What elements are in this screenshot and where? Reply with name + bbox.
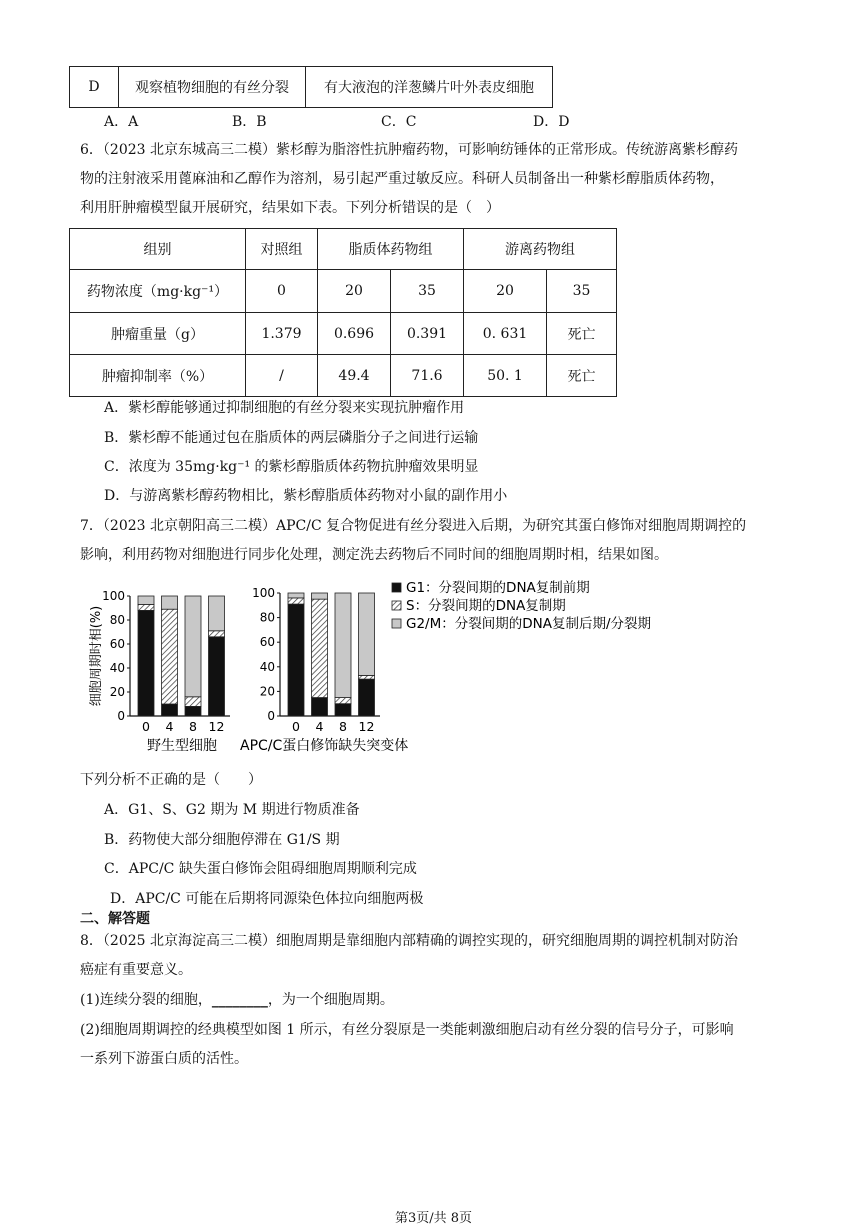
q6-cell: 肿瘤抑制率（%） (70, 355, 246, 397)
q6-cell: 死亡 (547, 313, 617, 355)
q6-option: B．紫杉醇不能通过包在脂质体的两层磷脂分子之间进行运输 (104, 430, 479, 446)
bar-segment (312, 698, 328, 716)
q6-cell: 50. 1 (464, 355, 547, 397)
bar-segment (185, 697, 201, 707)
q5-option: D．D (533, 114, 570, 130)
q8-part2-line: (2)细胞周期调控的经典模型如图 1 所示，有丝分裂原是一类能刺激细胞启动有丝分裂的信号分子，可影响 (80, 1022, 734, 1038)
y-axis-label: 细胞周期时相(%) (89, 605, 104, 707)
q6-cell: 49.4 (318, 355, 391, 397)
x-tick-label: 4 (165, 719, 174, 734)
y-tick-label: 0 (117, 709, 125, 723)
bar-segment (162, 704, 178, 716)
q6-cell: 20 (318, 270, 391, 313)
legend-label: S：分裂间期的DNA复制期 (406, 598, 566, 614)
x-tick-label: 12 (208, 719, 225, 734)
y-tick-label: 100 (102, 589, 125, 603)
q5-cell: D (70, 67, 119, 108)
legend-swatch (392, 583, 401, 592)
bar-segment (185, 596, 201, 697)
panel-title: APC/C蛋白修饰缺失突变体 (240, 738, 409, 754)
bar-segment (162, 596, 178, 609)
q6-cell: 药物浓度（mg·kg⁻¹） (70, 270, 246, 313)
q8-part1-post: ，为一个细胞周期。 (267, 992, 394, 1008)
y-tick-label: 0 (267, 709, 275, 723)
legend-swatch (392, 619, 401, 628)
y-tick-label: 80 (109, 613, 125, 627)
q8-answer-blank[interactable]: ________ (211, 992, 268, 1008)
bar-segment (359, 593, 375, 675)
q7-stem-line: 影响，利用药物对细胞进行同步化处理，测定洗去药物后不同时间的细胞周期时相，结果如图。 (80, 547, 668, 563)
bar-segment (138, 610, 154, 716)
bar-segment (335, 704, 351, 716)
legend-label: G2/M：分裂间期的DNA复制后期/分裂期 (406, 616, 652, 632)
q6-table (69, 228, 617, 397)
y-tick-label: 40 (109, 661, 125, 675)
q8-part2-line: 一系列下游蛋白质的活性。 (80, 1051, 248, 1067)
bar-segment (209, 631, 225, 637)
q6-cell: 死亡 (547, 355, 617, 397)
q6-option: C．浓度为 35mg·kg⁻¹ 的紫杉醇脂质体药物抗肿瘤效果明显 (104, 459, 479, 475)
y-tick-label: 80 (259, 610, 275, 625)
bar-segment (312, 599, 328, 697)
q6-header-cell: 游离药物组 (464, 229, 617, 270)
q6-cell: 0 (246, 270, 318, 313)
q6-stem-line: 物的注射液采用蓖麻油和乙醇作为溶剂，易引起严重过敏反应。科研人员制备出一种紫杉醇脂质体药物， (80, 171, 724, 187)
y-tick-label: 20 (259, 684, 275, 699)
bar-segment (185, 706, 201, 716)
q5-option: C．C (381, 114, 417, 130)
q8-part1-pre: (1)连续分裂的细胞， (80, 992, 212, 1008)
q7-question: 下列分析不正确的是（ ） (80, 772, 262, 788)
panel-title: 野生型细胞 (147, 738, 217, 754)
q6-cell: 肿瘤重量（g） (70, 313, 246, 355)
x-tick-label: 8 (339, 719, 347, 734)
cell-cycle-chart (80, 578, 780, 758)
q6-stem-line: 利用肝肿瘤模型鼠开展研究，结果如下表。下列分析错误的是（ ） (80, 200, 500, 216)
y-tick-label: 40 (259, 659, 275, 674)
bar-segment (359, 675, 375, 679)
bar-segment (288, 598, 304, 604)
q6-cell: 0.391 (391, 313, 464, 355)
bar-segment (359, 679, 375, 716)
bar-segment (312, 593, 328, 599)
bar-segment (138, 604, 154, 610)
x-tick-label: 0 (142, 719, 150, 734)
y-tick-label: 100 (252, 586, 275, 600)
q7-option: A．G1、S、G2 期为 M 期进行物质准备 (104, 802, 360, 818)
x-tick-label: 12 (358, 719, 375, 734)
q6-option: D．与游离紫杉醇药物相比，紫杉醇脂质体药物对小鼠的副作用小 (104, 488, 508, 504)
bar-segment (162, 609, 178, 704)
y-tick-label: 60 (259, 635, 275, 650)
q8-stem-line: 癌症有重要意义。 (80, 962, 192, 978)
q7-option: D．APC/C 可能在后期将同源染色体拉向细胞两极 (110, 891, 424, 907)
legend-swatch (392, 601, 401, 610)
q7-option: B．药物使大部分细胞停滞在 G1/S 期 (104, 832, 340, 848)
q6-cell: 0. 631 (464, 313, 547, 355)
q6-cell: 35 (391, 270, 464, 313)
bar-segment (335, 593, 351, 698)
section-heading: 二、解答题 (80, 911, 150, 927)
q5-cell: 有大液泡的洋葱鳞片叶外表皮细胞 (306, 67, 553, 108)
q8-stem-line: 8．（2025 北京海淀高三二模）细胞周期是靠细胞内部精确的调控实现的，研究细胞周期的调控机制对防治 (80, 933, 738, 949)
page-footer: 第3页/共 8页 (395, 1211, 473, 1226)
q8-part1 (80, 990, 394, 1010)
q7-stem-line: 7．（2023 北京朝阳高三二模）APC/C 复合物促进有丝分裂进入后期，为研究其蛋白修饰对细胞周期调控的 (80, 518, 747, 534)
q6-cell: 35 (547, 270, 617, 313)
q7-option: C．APC/C 缺失蛋白修饰会阻碍细胞周期顺利完成 (104, 861, 417, 877)
q6-cell: 0.696 (318, 313, 391, 355)
bar-segment (138, 596, 154, 604)
q6-stem-line: 6．（2023 北京东城高三二模）紫杉醇为脂溶性抗肿瘤药物，可影响纺锤体的正常形成。传统游离紫杉醇药 (80, 142, 738, 158)
x-tick-label: 0 (292, 719, 300, 734)
bar-segment (209, 637, 225, 716)
x-tick-label: 4 (315, 719, 324, 734)
x-tick-label: 8 (189, 719, 197, 734)
q6-cell: 1.379 (246, 313, 318, 355)
y-tick-label: 60 (109, 637, 125, 651)
q6-header-cell: 对照组 (246, 229, 318, 270)
bar-segment (288, 604, 304, 716)
bar-segment (335, 698, 351, 704)
q6-cell: 71.6 (391, 355, 464, 397)
q6-header-cell: 脂质体药物组 (318, 229, 464, 270)
bar-segment (209, 596, 225, 631)
q5-cell: 观察植物细胞的有丝分裂 (119, 67, 306, 108)
q6-cell: 20 (464, 270, 547, 313)
legend-label: G1：分裂间期的DNA复制前期 (406, 580, 590, 596)
q5-option: A．A (104, 114, 139, 130)
y-tick-label: 20 (109, 685, 125, 699)
q6-header-cell: 组别 (70, 229, 246, 270)
q6-cell: / (246, 355, 318, 397)
q5-option: B．B (232, 114, 267, 130)
q6-option: A．紫杉醇能够通过抑制细胞的有丝分裂来实现抗肿瘤作用 (104, 400, 465, 416)
bar-segment (288, 593, 304, 598)
q5-table (69, 66, 553, 108)
